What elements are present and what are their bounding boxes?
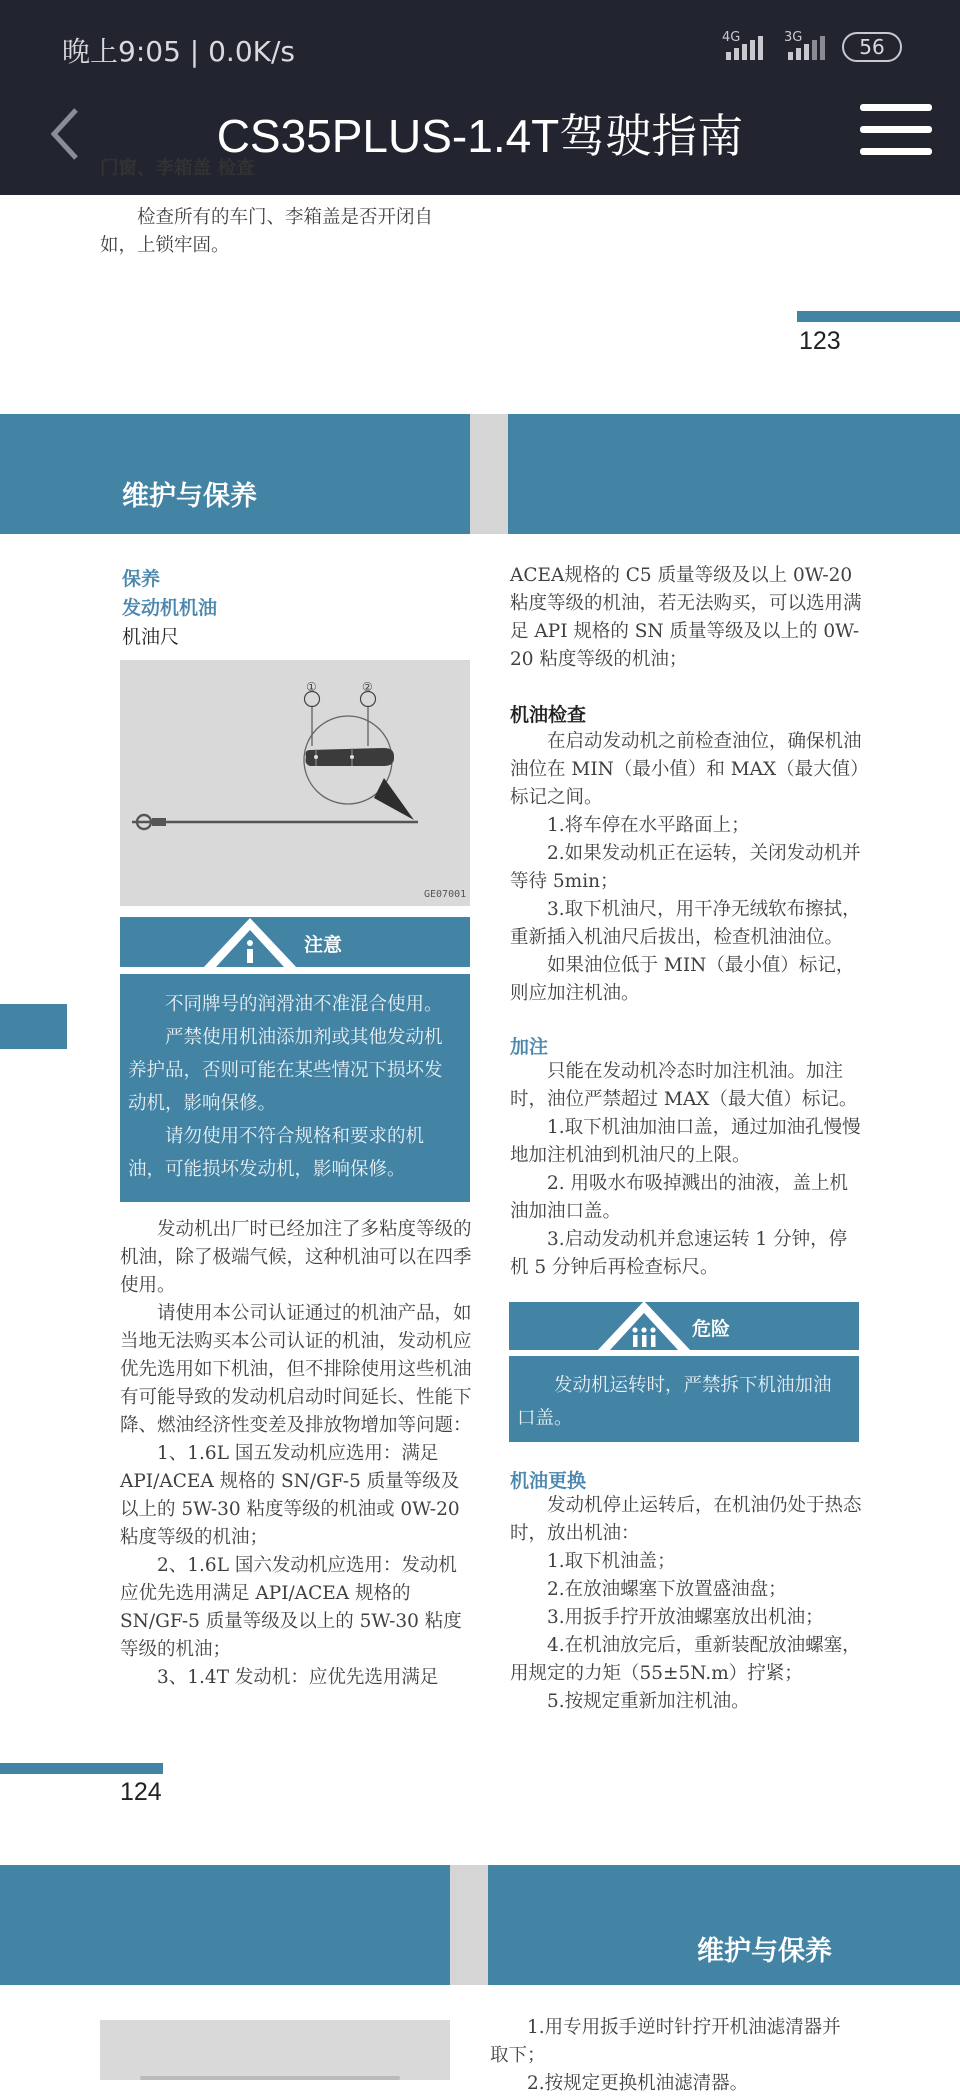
caution-triangle-icon (198, 915, 302, 969)
page-number-123: 123 (799, 327, 841, 355)
page-number-124: 124 (120, 1778, 162, 1806)
heading-engine-oil: 发动机机油 (122, 597, 218, 619)
section-banner-125-left (0, 1865, 450, 1985)
banner-divider-125 (450, 1865, 488, 1985)
danger-body: 发动机运转时，严禁拆下机油加油口盖。 (509, 1356, 859, 1442)
signal-4g-icon (722, 36, 766, 60)
page-title: CS35PLUS-1.4T驾驶指南 (216, 110, 744, 162)
heading-dipstick: 机油尺 (122, 626, 180, 648)
heading-maintenance: 保养 (122, 568, 161, 590)
left-body: 发动机出厂时已经加注了多粘度等级的机油，除了极端气候，这种机油可以在四季使用。 请使用本公司认证通过的机油产品，如当地无法购买本公司认证的机油，发动机应优先选用如下机油，但不排除使用这些机油有可能导致的发动机启动时间延长、性能下降、燃油经济性变差及排放物增加等问题： 1、1.6L 国五发动机应选用：满足 API/ACEA 规格的 SN/GF-5 质量等级及以上的 5W-30 粘度等级的机油或 0W-20 粘度等级的机油； 2、1.6L 国六发动机应选用：发动机应优先选用满足 API/ACEA 规格的 SN/GF-5 质量等级及以上的 5W-30 粘度等级的机油； 3、1.4T 发动机：应优先选用满足 (120, 1219, 472, 1688)
heading-oil-change: 机油更换 (510, 1470, 587, 1492)
oil-check-body: 在启动发动机之前检查油位，确保机油油位在 MIN（最小值）和 MAX（最大值）标记之间。 1.将车停在水平路面上； 2.如果发动机正在运转，关闭发动机并等待 5min； 3.取下机油尺，用干净无绒软布擦拭，重新插入机油尺后拔出，检查机油油位。 如果油位低于 MIN（最小值）标记，则应加注机油。 (510, 731, 862, 1004)
notice-body: 不同牌号的润滑油不准混合使用。 严禁使用机油添加剂或其他发动机养护品，否则可能在某些情况下损坏发动机，影响保修。 请勿使用不符合规格和要求的机油，可能损坏发动机，影响保修。 (120, 974, 470, 1202)
page-marker-bar (797, 311, 960, 322)
danger-label: 危险 (692, 1318, 731, 1340)
battery-indicator: 56 (842, 32, 902, 62)
cutoff-heading: 门窗、李箱盖 检查 (100, 158, 255, 179)
signal-3g-icon (784, 36, 828, 60)
fill-body: 只能在发动机冷态时加注机油。加注时，油位严禁超过 MAX（最大值）标记。 1.取下机油加油口盖，通过加油孔慢慢地加注机油到机油尺的上限。 2. 用吸水布吸掉溅出的油液，盖上机油加油口盖。 3.启动发动机并怠速运转 1 分钟，停机 5 分钟后再检查标尺。 (510, 1061, 861, 1278)
signal-4g-label: 4G (722, 30, 741, 45)
page-marker-bar-124 (0, 1763, 163, 1774)
notice-label: 注意 (304, 934, 343, 956)
danger-triangle-icon (592, 1298, 696, 1352)
oil-change-body: 发动机停止运转后，在机油仍处于热态时，放出机油： 1.取下机油盖； 2.在放油螺塞下放置盛油盘； 3.用扳手拧开放油螺塞放出机油； 4.在机油放完后，重新装配放油螺塞，用规定的力矩（55±5N.m）拧紧； 5.按规定重新加注机油。 (510, 1495, 862, 1712)
section-title-125: 维护与保养 (697, 1936, 832, 1967)
callout-2: ② (362, 680, 373, 694)
heading-oil-check: 机油检查 (510, 704, 587, 726)
signal-3g-label: 3G (784, 30, 803, 45)
banner-divider (470, 414, 508, 534)
menu-icon[interactable] (860, 104, 932, 156)
dipstick-illustration (120, 660, 470, 906)
figure-125 (100, 2020, 450, 2080)
section-title: 维护与保养 (122, 481, 257, 512)
heading-fill: 加注 (510, 1036, 549, 1058)
section-banner-right (508, 414, 960, 534)
page125-body: 1.用专用扳手逆时针拧开机油滤清器并取下； 2.按规定更换机油滤清器。 (490, 2017, 841, 2094)
page123-text: 检查所有的车门、李箱盖是否开闭自 如，上锁牢固。 (100, 207, 434, 256)
dipstick-figure (120, 660, 470, 906)
callout-1: ① (306, 680, 317, 694)
status-time-speed: 晚上9:05 | 0.0K/s (62, 35, 296, 68)
right-intro: ACEA规格的 C5 质量等级及以上 0W-20 粘度等级的机油，若无法购买，可以选用满足 API 规格的 SN 质量等级及以上的 0W-20 粘度等级的机油； (510, 565, 862, 670)
side-tab (0, 1004, 67, 1049)
figure-code: GE07001 (424, 889, 467, 900)
